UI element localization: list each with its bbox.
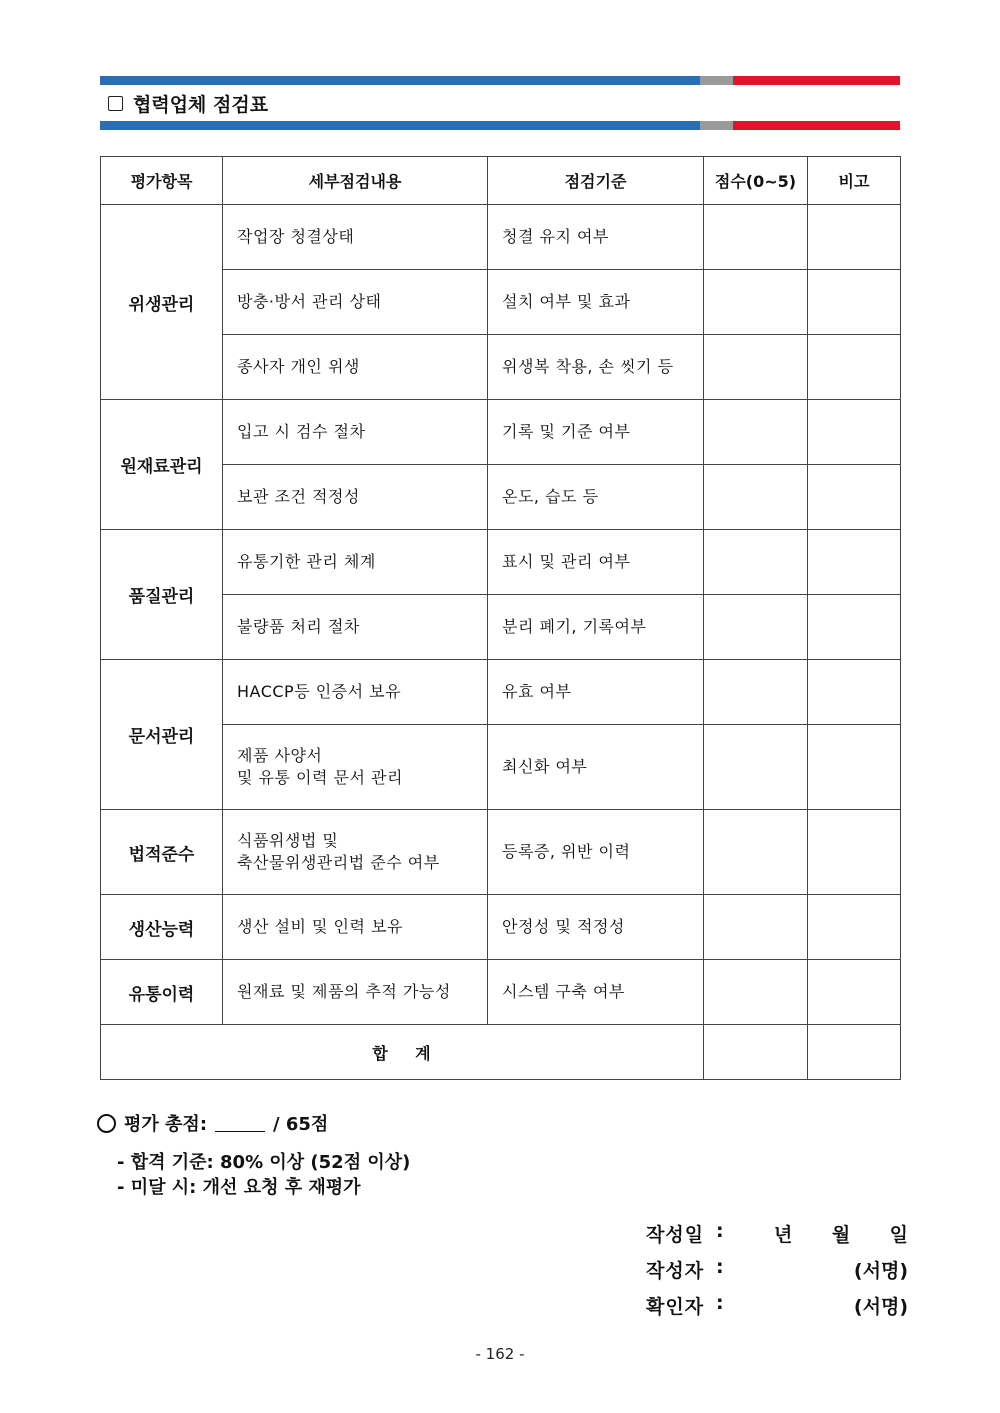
category-cell: 원재료관리 bbox=[101, 400, 223, 530]
criteria-cell: 설치 여부 및 효과 bbox=[488, 270, 704, 335]
score-cell[interactable] bbox=[704, 660, 808, 725]
score-cell[interactable] bbox=[704, 270, 808, 335]
score-cell[interactable] bbox=[704, 205, 808, 270]
total-label bbox=[101, 1025, 704, 1080]
detail-cell: 불량품 처리 절차 bbox=[223, 595, 488, 660]
remarks-cell[interactable] bbox=[808, 595, 901, 660]
criteria-cell: 유효 여부 bbox=[488, 660, 704, 725]
table-header-row bbox=[101, 157, 901, 205]
notes bbox=[117, 1150, 410, 1200]
score-cell[interactable] bbox=[704, 725, 808, 810]
score-max: / 65점 bbox=[273, 1114, 329, 1135]
remarks-cell[interactable] bbox=[808, 400, 901, 465]
inspection-table bbox=[100, 156, 901, 1080]
date-label: 작성일 bbox=[646, 1224, 705, 1246]
score-cell[interactable] bbox=[704, 335, 808, 400]
total-remarks-cell[interactable] bbox=[808, 1025, 901, 1080]
remarks-cell[interactable] bbox=[808, 725, 901, 810]
note-pass-criteria: - 합격 기준: 80% 이상 (52점 이상) bbox=[117, 1152, 411, 1173]
score-cell[interactable] bbox=[704, 810, 808, 895]
detail-cell: 보관 조건 적정성 bbox=[223, 465, 488, 530]
category-cell: 문서관리 bbox=[101, 660, 223, 810]
remarks-cell[interactable] bbox=[808, 960, 901, 1025]
detail-line: 및 유통 이력 문서 관리 bbox=[237, 768, 403, 787]
detail-line: 식품위생법 및 bbox=[237, 831, 339, 850]
detail-line: 제품 사양서 bbox=[237, 746, 323, 765]
remarks-cell[interactable] bbox=[808, 660, 901, 725]
detail-cell: 작업장 청결상태 bbox=[223, 205, 488, 270]
remarks-cell[interactable] bbox=[808, 810, 901, 895]
remarks-cell[interactable] bbox=[808, 465, 901, 530]
score-cell[interactable] bbox=[704, 465, 808, 530]
note-fail-action: - 미달 시: 개선 요청 후 재평가 bbox=[117, 1177, 361, 1198]
header-category: 평가항목 bbox=[101, 157, 223, 205]
colon: : bbox=[716, 1292, 724, 1314]
category-cell: 품질관리 bbox=[101, 530, 223, 660]
category-cell: 위생관리 bbox=[101, 205, 223, 400]
table-row bbox=[101, 895, 901, 960]
page-number: - 162 - bbox=[475, 1345, 525, 1363]
header-decor-bar-top bbox=[100, 76, 900, 85]
header-criteria: 점검기준 bbox=[488, 157, 704, 205]
score-cell[interactable] bbox=[704, 960, 808, 1025]
score-blank-field[interactable] bbox=[215, 1115, 265, 1132]
criteria-cell: 청결 유지 여부 bbox=[488, 205, 704, 270]
section-title bbox=[108, 89, 268, 117]
detail-cell: 생산 설비 및 인력 보유 bbox=[223, 895, 488, 960]
header-detail: 세부점검내용 bbox=[223, 157, 488, 205]
criteria-cell: 시스템 구축 여부 bbox=[488, 960, 704, 1025]
table-row bbox=[101, 810, 901, 895]
remarks-cell[interactable] bbox=[808, 270, 901, 335]
criteria-cell: 분리 폐기, 기록여부 bbox=[488, 595, 704, 660]
signature-block bbox=[646, 1220, 908, 1328]
table-row bbox=[101, 660, 901, 725]
total-row bbox=[101, 1025, 901, 1080]
confirmer-row bbox=[646, 1292, 908, 1328]
category-cell: 유통이력 bbox=[101, 960, 223, 1025]
score-cell[interactable] bbox=[704, 400, 808, 465]
detail-cell: HACCP등 인증서 보유 bbox=[223, 660, 488, 725]
total-score-line bbox=[97, 1110, 328, 1136]
score-label: 평가 총점: bbox=[124, 1114, 208, 1135]
remarks-cell[interactable] bbox=[808, 335, 901, 400]
remarks-cell[interactable] bbox=[808, 895, 901, 960]
criteria-cell: 위생복 착용, 손 씻기 등 bbox=[488, 335, 704, 400]
month-label: 월 bbox=[831, 1224, 851, 1246]
header-score: 점수(0~5) bbox=[704, 157, 808, 205]
detail-cell bbox=[223, 810, 488, 895]
criteria-cell: 온도, 습도 등 bbox=[488, 465, 704, 530]
total-score-cell[interactable] bbox=[704, 1025, 808, 1080]
writer-row bbox=[646, 1256, 908, 1292]
table-row bbox=[101, 400, 901, 465]
detail-cell: 유통기한 관리 체계 bbox=[223, 530, 488, 595]
table-row bbox=[101, 205, 901, 270]
detail-cell bbox=[223, 725, 488, 810]
score-cell[interactable] bbox=[704, 895, 808, 960]
remarks-cell[interactable] bbox=[808, 530, 901, 595]
score-cell[interactable] bbox=[704, 595, 808, 660]
date-row bbox=[646, 1220, 908, 1256]
checkbox-icon bbox=[108, 96, 123, 111]
circle-bullet-icon bbox=[97, 1114, 116, 1133]
criteria-cell: 기록 및 기준 여부 bbox=[488, 400, 704, 465]
table-row bbox=[101, 960, 901, 1025]
criteria-cell: 최신화 여부 bbox=[488, 725, 704, 810]
criteria-cell: 안정성 및 적정성 bbox=[488, 895, 704, 960]
year-label: 년 bbox=[774, 1224, 793, 1246]
header-remarks: 비고 bbox=[808, 157, 901, 205]
writer-label: 작성자 bbox=[646, 1260, 705, 1282]
day-label: 일 bbox=[889, 1224, 908, 1246]
header-decor-bar-bottom bbox=[100, 121, 900, 130]
section-title-text: 협력업체 점검표 bbox=[133, 93, 269, 116]
category-cell: 법적준수 bbox=[101, 810, 223, 895]
writer-sign: (서명) bbox=[853, 1260, 908, 1282]
detail-line: 축산물위생관리법 준수 여부 bbox=[237, 853, 440, 872]
date-fields bbox=[774, 1220, 908, 1247]
detail-cell: 종사자 개인 위생 bbox=[223, 335, 488, 400]
score-cell[interactable] bbox=[704, 530, 808, 595]
detail-cell: 방충·방서 관리 상태 bbox=[223, 270, 488, 335]
criteria-cell: 표시 및 관리 여부 bbox=[488, 530, 704, 595]
detail-cell: 원재료 및 제품의 추적 가능성 bbox=[223, 960, 488, 1025]
colon: : bbox=[716, 1256, 724, 1278]
table-row bbox=[101, 530, 901, 595]
confirmer-sign: (서명) bbox=[853, 1296, 908, 1318]
colon: : bbox=[716, 1220, 724, 1242]
detail-cell: 입고 시 검수 절차 bbox=[223, 400, 488, 465]
remarks-cell[interactable] bbox=[808, 205, 901, 270]
total-label-text: 합 계 bbox=[372, 1043, 432, 1063]
criteria-cell: 등록증, 위반 이력 bbox=[488, 810, 704, 895]
category-cell: 생산능력 bbox=[101, 895, 223, 960]
confirmer-label: 확인자 bbox=[646, 1296, 705, 1318]
